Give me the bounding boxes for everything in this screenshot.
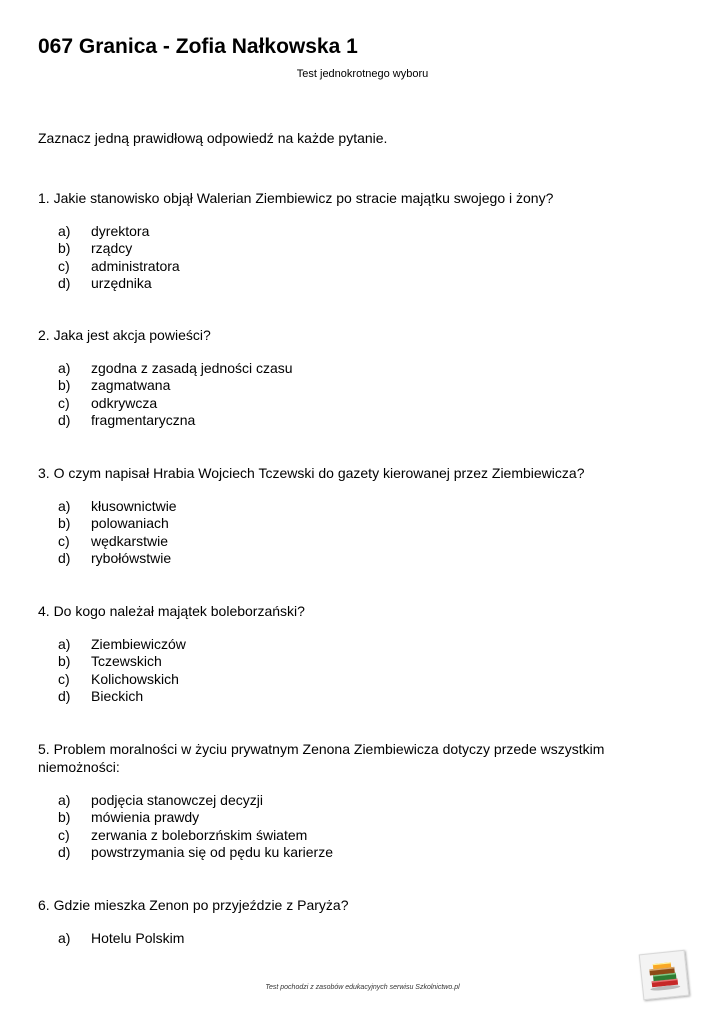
answer-options [38,223,648,292]
question-text: 1. Jakie stanowisko objął Walerian Ziembiewicz po stracie majątku swojego i żony? [38,190,554,206]
option-letter: b) [58,377,71,394]
answer-option[interactable] [38,412,648,429]
option-letter: d) [58,843,71,860]
answer-option[interactable] [38,258,648,275]
answer-option[interactable] [38,377,648,394]
option-letter: a) [58,360,71,376]
answer-option[interactable] [38,671,648,688]
option-letter: a) [58,498,71,514]
answer-options [38,930,648,947]
page-title: 067 Granica - Zofia Nałkowska 1 [38,35,358,58]
option-text: Tczewskich [91,653,162,670]
option-text: zerwania z boleborzńskim światem [91,826,308,843]
answer-option[interactable] [38,930,648,947]
question-text: 4. Do kogo należał majątek boleborzański? [38,603,305,619]
option-letter: d) [58,274,71,291]
option-letter: b) [58,653,71,670]
option-letter: c) [58,826,70,843]
question-5 [38,740,648,861]
question-text: 5. Problem moralności w życiu prywatnym Zenona Ziembiewicza dotyczy przede wszystkim niemożności: [38,741,605,775]
page-subtitle [0,68,725,80]
footer [0,984,725,991]
answer-option[interactable] [38,827,648,844]
option-text: rybołówstwie [91,549,172,566]
answer-option[interactable] [38,688,648,705]
option-letter: a) [58,223,71,239]
option-text: zagmatwana [91,377,171,394]
option-text: odkrywcza [91,394,158,411]
option-text: Hotelu Polskim [91,930,185,946]
option-text: Kolichowskich [91,670,179,687]
answer-option[interactable] [38,653,648,670]
option-text: polowaniach [91,515,169,532]
option-text: kłusownictwie [91,498,177,514]
option-letter: b) [58,240,71,257]
instruction-text: Zaznacz jedną prawidłową odpowiedź na każde pytanie. [38,130,388,146]
question-4 [38,602,648,705]
question-6 [38,896,648,947]
option-text: rządcy [91,240,133,257]
option-letter: c) [58,257,70,274]
option-text: administratora [91,257,180,274]
option-text: mówienia prawdy [91,809,200,826]
question-3 [38,464,648,567]
option-text: fragmentaryczna [91,411,196,428]
option-letter: d) [58,411,71,428]
answer-option[interactable] [38,360,648,377]
answer-option[interactable] [38,223,648,240]
answer-option[interactable] [38,275,648,292]
option-letter: c) [58,670,70,687]
option-letter: a) [58,930,71,946]
answer-option[interactable] [38,515,648,532]
answer-option[interactable] [38,498,648,515]
option-text: powstrzymania się od pędu ku karierze [91,843,334,860]
option-text: podjęcia stanowczej decyzji [91,792,263,808]
option-letter: c) [58,532,70,549]
subtitle-text: Test jednokrotnego wyboru [296,68,429,80]
question-text: 2. Jaka jest akcja powieści? [38,327,211,343]
question-text: 6. Gdzie mieszka Zenon po przyjeździe z Paryża? [38,897,349,913]
question-1 [38,189,648,292]
answer-options [38,498,648,567]
answer-option[interactable] [38,550,648,567]
answer-options [38,636,648,705]
answer-option[interactable] [38,395,648,412]
option-letter: b) [58,515,71,532]
option-letter: c) [58,394,70,411]
question-2 [38,326,648,429]
option-text: zgodna z zasadą jedności czasu [91,360,293,376]
answer-option[interactable] [38,533,648,550]
answer-options [38,360,648,429]
answer-option[interactable] [38,240,648,257]
option-letter: a) [58,792,71,808]
option-text: Ziembiewiczów [91,636,186,652]
books-icon [639,950,690,1001]
answer-option[interactable] [38,844,648,861]
footer-text: Test pochodzi z zasobów edukacyjnych serwisu Szkolnictwo.pl [265,984,460,991]
option-letter: b) [58,809,71,826]
answer-options [38,792,648,861]
question-text: 3. O czym napisał Hrabia Wojciech Tczewski do gazety kierowanej przez Ziembiewicza? [38,465,585,481]
answer-option[interactable] [38,809,648,826]
option-text: Bieckich [91,687,144,704]
option-letter: d) [58,687,71,704]
option-letter: d) [58,549,71,566]
option-text: dyrektora [91,223,150,239]
answer-option[interactable] [38,636,648,653]
option-text: urzędnika [91,274,152,291]
answer-option[interactable] [38,792,648,809]
option-letter: a) [58,636,71,652]
option-text: wędkarstwie [91,532,169,549]
